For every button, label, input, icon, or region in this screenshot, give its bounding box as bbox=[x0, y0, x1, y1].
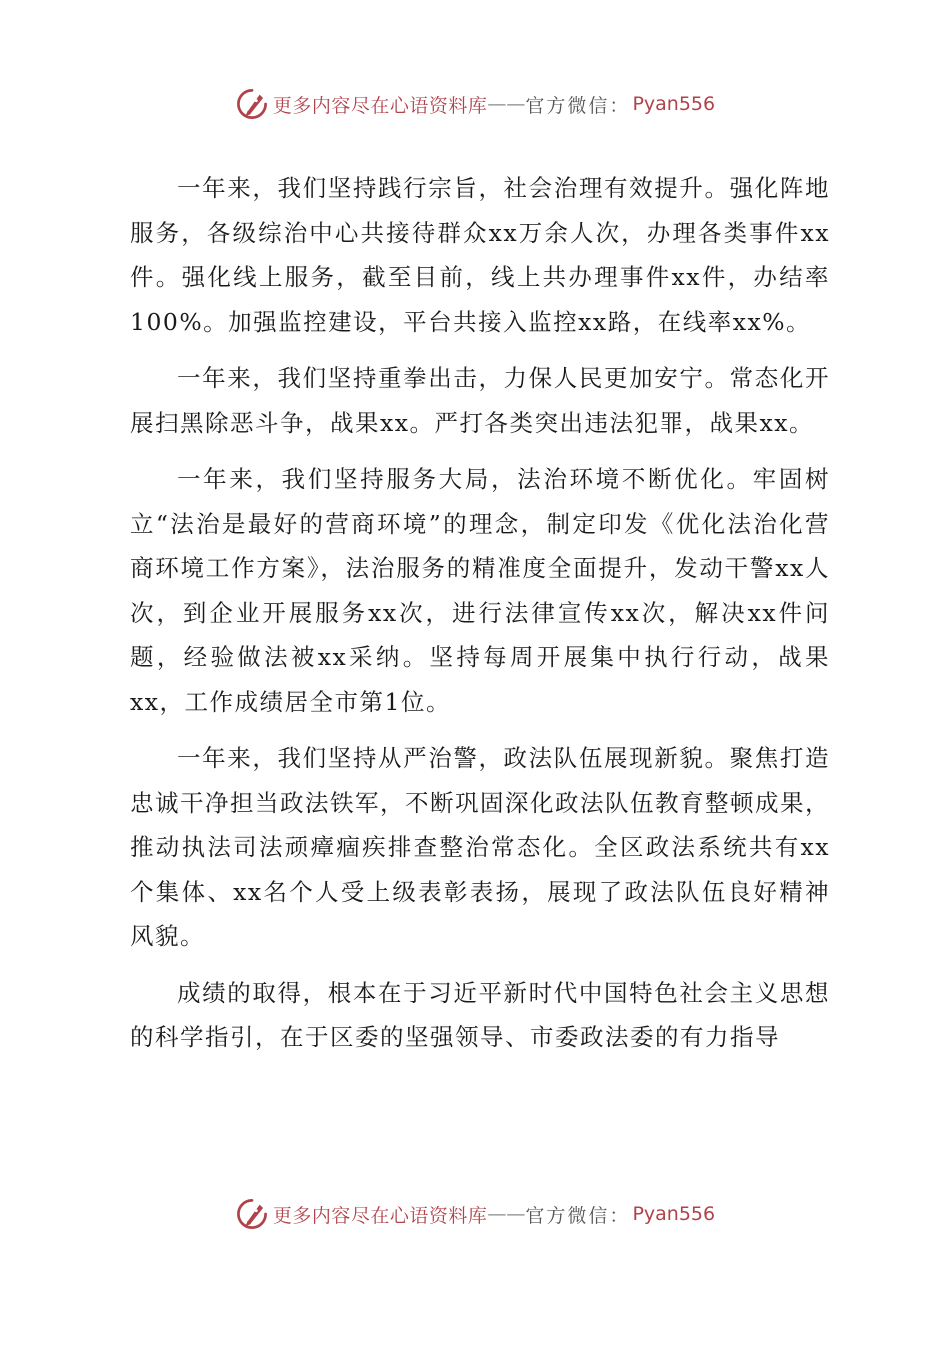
banner-wechat-label: 官方微信： bbox=[525, 1204, 631, 1227]
banner-wechat-label: 官方微信： bbox=[525, 94, 631, 117]
paragraph: 一年来，我们坚持服务大局，法治环境不断优化。牢固树立“法治是最好的营商环境”的理念，制定印发《优化法治化营商环境工作方案》，法治服务的精准度全面提升，发动干警xx人次，到企业开展服务xx次，进行法律宣传xx次，解决xx件问题，经验做法被xx采纳。坚持每周开展集中执行行动，战果xx，工作成绩居全市第1位。 bbox=[130, 465, 830, 716]
paragraph: 一年来，我们坚持践行宗旨，社会治理有效提升。强化阵地服务，各级综治中心共接待群众xx万余人次，办理各类事件xx件。强化线上服务，截至目前，线上共办理事件xx件，办结率100%。加强监控建设，平台共接入监控xx路，在线率xx%。 bbox=[130, 174, 830, 336]
paragraph: 成绩的取得，根本在于习近平新时代中国特色社会主义思想的科学指引，在于区委的坚强领导、市委政法委的有力指导 bbox=[130, 978, 830, 1051]
paragraph: 一年来，我们坚持从严治警，政法队伍展现新貌。聚焦打造忠诚干净担当政法铁军，不断巩固深化政法队伍教育整顿成果，推动执法司法顽瘴痼疾排查整治常态化。全区政法系统共有xx个集体、xx名个人受上级表彰表扬，展现了政法队伍良好精神风貌。 bbox=[130, 744, 830, 950]
banner-slogan: 更多内容尽在心语资料库 bbox=[272, 94, 488, 117]
pen-nib-logo-icon bbox=[235, 1197, 269, 1231]
banner-dash: —— bbox=[487, 93, 526, 115]
pen-nib-logo-icon bbox=[235, 87, 269, 121]
header-banner bbox=[0, 84, 950, 124]
banner-wechat-id: Pyan556 bbox=[632, 93, 716, 115]
banner-slogan: 更多内容尽在心语资料库 bbox=[272, 1204, 488, 1227]
footer-banner bbox=[0, 1194, 950, 1234]
banner-dash: —— bbox=[487, 1203, 526, 1225]
paragraph: 一年来，我们坚持重拳出击，力保人民更加安宁。常态化开展扫黑除恶斗争，战果xx。严打各类突出违法犯罪，战果xx。 bbox=[130, 364, 830, 437]
document-body bbox=[130, 166, 830, 1060]
banner-wechat-id: Pyan556 bbox=[632, 1203, 716, 1225]
